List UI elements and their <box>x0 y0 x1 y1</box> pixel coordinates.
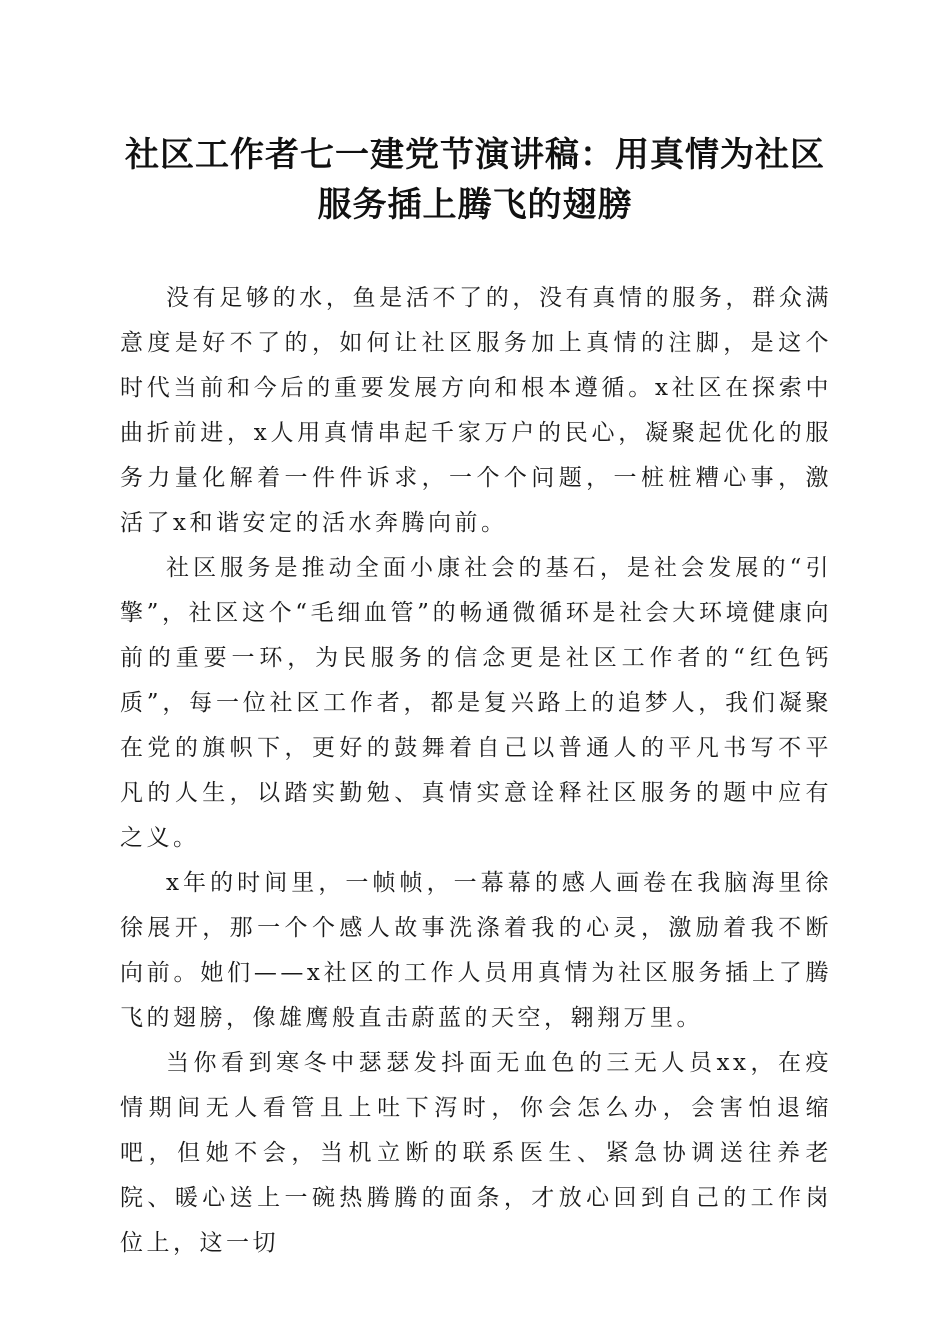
paragraph-4: 当你看到寒冬中瑟瑟发抖面无血色的三无人员xx，在疫情期间无人看管且上吐下泻时，你会怎么办，会害怕退缩吧，但她不会，当机立断的联系医生、紧急协调送往养老院、暖心送上一碗热腾腾的面条，才放心回到自己的工作岗位上，这一切 <box>120 1050 832 1256</box>
paragraph-3: x年的时间里，一帧帧，一幕幕的感人画卷在我脑海里徐徐展开，那一个个感人故事洗涤着我的心灵，激励着我不断向前。她们——x社区的工作人员用真情为社区服务插上了腾飞的翅膀，像雄鹰般直击蔚蓝的天空，翱翔万里。 <box>120 870 832 1031</box>
document-body <box>120 276 832 1266</box>
paragraph-1: 没有足够的水，鱼是活不了的，没有真情的服务，群众满意度是好不了的，如何让社区服务加上真情的注脚，是这个时代当前和今后的重要发展方向和根本遵循。x社区在探索中曲折前进，x人用真情串起千家万户的民心，凝聚起优化的服务力量化解着一件件诉求，一个个问题，一桩桩糟心事，激活了x和谐安定的活水奔腾向前。 <box>120 285 832 536</box>
page-title <box>100 130 850 230</box>
title-line-1: 社区工作者七一建党节演讲稿：用真情为社区 <box>125 135 825 175</box>
paragraph-2: 社区服务是推动全面小康社会的基石，是社会发展的“引擎”，社区这个“毛细血管”的畅通微循环是社会大环境健康向前的重要一环，为民服务的信念更是社区工作者的“红色钙质”，每一位社区工作者，都是复兴路上的追梦人，我们凝聚在党的旗帜下，更好的鼓舞着自己以普通人的平凡书写不平凡的人生，以踏实勤勉、真情实意诠释社区服务的题中应有之义。 <box>120 555 832 851</box>
title-line-2: 服务插上腾飞的翅膀 <box>317 185 633 225</box>
